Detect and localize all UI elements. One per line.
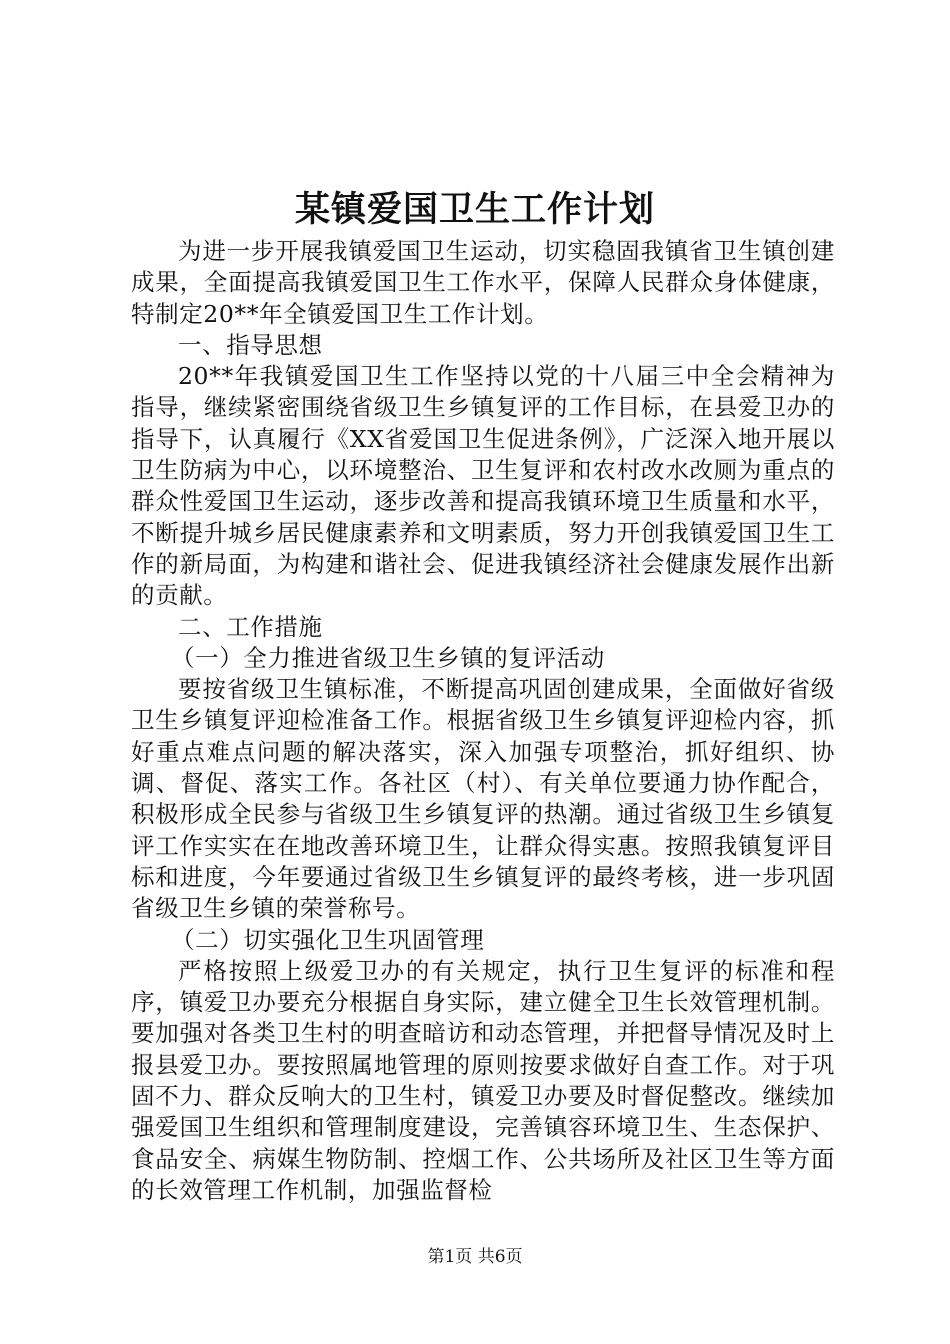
subsection-heading-management: （二）切实强化卫生巩固管理 xyxy=(171,925,485,954)
paragraph-review: 要按省级卫生镇标准，不断提高巩固创建成果，全面做好省级卫生乡镇复评迎检准备工作。根据省级卫生乡镇复评迎检内容，抓好重点难点问题的解决落实，深入加强专项整治，抓好组织、协调、督促、落实工作。各社区（村）、有关单位要通力协作配合，积极形成全民参与省级卫生乡镇复评的热潮。通过省级卫生乡镇复评工作实实在在地改善环境卫生，让群众得实惠。按照我镇复评目标和进度，今年要通过省级卫生乡镇复评的最终考核，进一步巩固省级卫生乡镇的荣誉称号。 xyxy=(131,675,835,923)
subsection-heading-review: （一）全力推进省级卫生乡镇的复评活动 xyxy=(171,643,605,672)
section-heading-guiding-ideology: 一、指导思想 xyxy=(178,330,323,359)
document-title: 某镇爱国卫生工作计划 xyxy=(294,189,655,230)
paragraph-management: 严格按照上级爱卫办的有关规定，执行卫生复评的标准和程序，镇爱卫办要充分根据自身实际，建立健全卫生长效管理机制。要加强对各类卫生村的明查暗访和动态管理，并把督导情况及时上报县爱卫办。要按照属地管理的原则按要求做好自查工作。对于巩固不力、群众反响大的卫生村，镇爱卫办要及时督促整改。继续加强爱国卫生组织和管理制度建设，完善镇容环境卫生、生态保护、食品安全、病媒生物防制、控烟工作、公共场所及社区卫生等方面的长效管理工作机制，加强监督检 xyxy=(131,956,835,1204)
paragraph-intro: 为进一步开展我镇爱国卫生运动，切实稳固我镇省卫生镇创建成果，全面提高我镇爱国卫生工作水平，保障人民群众身体健康，特制定20**年全镇爱国卫生工作计划。 xyxy=(131,237,835,328)
document-body xyxy=(131,236,835,1206)
page-footer: 第1页 共6页 xyxy=(427,1247,523,1267)
paragraph-guiding-ideology: 20**年我镇爱国卫生工作坚持以党的十八届三中全会精神为指导，继续紧密围绕省级卫生乡镇复评的工作目标，在县爱卫办的指导下，认真履行《XX省爱国卫生促进条例》，广泛深入地开展以卫生防病为中心，以环境整治、卫生复评和农村改水改厕为重点的群众性爱国卫生运动，逐步改善和提高我镇环境卫生质量和水平，不断提升城乡居民健康素养和文明素质，努力开创我镇爱国卫生工作的新局面，为构建和谐社会、促进我镇经济社会健康发展作出新的贡献。 xyxy=(131,362,835,610)
section-heading-work-measures: 二、工作措施 xyxy=(178,612,323,641)
